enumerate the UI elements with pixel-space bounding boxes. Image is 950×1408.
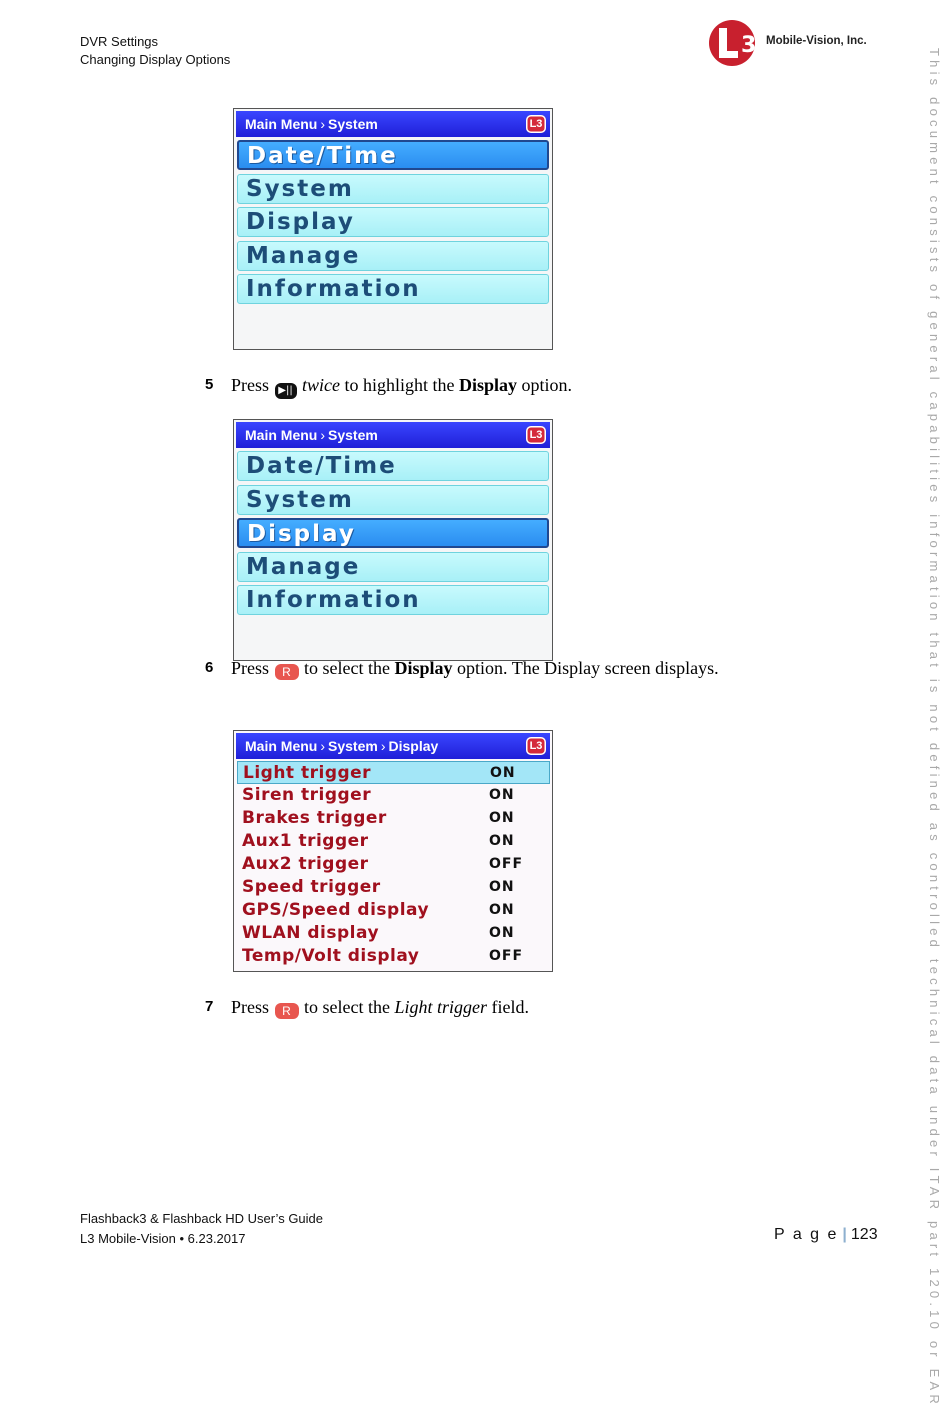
logo-company-name: Mobile-Vision, Inc. [766, 35, 867, 47]
screen-title-bar [236, 733, 550, 759]
menu-item-information[interactable]: Information [237, 274, 549, 304]
screen-title-bar [236, 111, 550, 137]
header-subsection-title: Changing Display Options [80, 52, 231, 67]
setting-value: OFF [489, 856, 524, 872]
breadcrumb-system: System [328, 738, 378, 754]
breadcrumb-main-menu: Main Menu [245, 116, 318, 132]
menu-item-display[interactable]: Display [237, 518, 549, 548]
page-number [774, 1226, 878, 1244]
step-text: Press R to select the Display option. The Display screen displays. [231, 658, 719, 679]
dvr-screen-main-menu-1 [233, 108, 553, 350]
r-button-icon: R [275, 664, 299, 680]
dvr-screen-main-menu-2 [233, 419, 553, 661]
setting-value: ON [489, 925, 515, 941]
setting-label: Temp/Volt display [242, 946, 420, 966]
setting-value: ON [489, 902, 515, 918]
setting-label: Siren trigger [242, 785, 372, 805]
itar-notice: This document consists of general capabilities information that is not defined as controlled technical data under ITAR part 120.10 or EAR [927, 48, 942, 1408]
menu-item-date-time[interactable]: Date/Time [237, 140, 549, 170]
dvr-screen-display-settings [233, 730, 553, 972]
step-number: 5 [205, 376, 214, 393]
menu-item-display[interactable]: Display [237, 207, 549, 237]
setting-value: ON [489, 787, 515, 803]
screen-title-bar [236, 422, 550, 448]
breadcrumb-chevron-icon: › [320, 427, 326, 443]
menu-item-manage[interactable]: Manage [237, 241, 549, 271]
setting-row-gps-speed-display[interactable] [237, 899, 550, 922]
l3-badge-icon: L3 [526, 426, 546, 444]
step-text: Press R to select the Light trigger field. [231, 997, 529, 1018]
page-footer [80, 1209, 323, 1249]
page-divider: | [842, 1226, 847, 1243]
breadcrumb-chevron-icon: › [320, 116, 326, 132]
menu-item-system[interactable]: System [237, 485, 549, 515]
header-section-title: DVR Settings [80, 34, 159, 49]
setting-label: Aux2 trigger [242, 854, 369, 874]
setting-value: ON [489, 810, 515, 826]
setting-value: ON [489, 879, 515, 895]
page-number-value: 123 [850, 1226, 878, 1243]
step-number: 7 [205, 998, 214, 1015]
play-pause-icon: ▶|| [275, 383, 297, 399]
setting-value: ON [490, 765, 516, 781]
setting-label: Speed trigger [242, 877, 381, 897]
step-text: Press ▶|| twice to highlight the Display option. [231, 374, 572, 399]
l3-badge-icon: L3 [526, 115, 546, 133]
menu-item-system[interactable]: System [237, 174, 549, 204]
setting-value: OFF [489, 948, 524, 964]
setting-row-aux1-trigger[interactable] [237, 830, 550, 853]
step-number: 6 [205, 659, 214, 676]
menu-item-manage[interactable]: Manage [237, 552, 549, 582]
setting-row-wlan-display[interactable] [237, 922, 550, 945]
breadcrumb-chevron-icon: › [380, 738, 386, 754]
setting-label: Light trigger [243, 763, 372, 783]
setting-row-brakes-trigger[interactable] [237, 807, 550, 830]
setting-value: ON [489, 833, 515, 849]
breadcrumb-system: System [328, 116, 378, 132]
setting-label: GPS/Speed display [242, 900, 430, 920]
setting-row-speed-trigger[interactable] [237, 876, 550, 899]
setting-label: Aux1 trigger [242, 831, 369, 851]
l3-badge-icon: L3 [526, 737, 546, 755]
breadcrumb-chevron-icon: › [320, 738, 326, 754]
l3-logo [705, 18, 875, 68]
menu-item-information[interactable]: Information [237, 585, 549, 615]
page-header [80, 33, 230, 69]
menu-item-date-time[interactable]: Date/Time [237, 451, 549, 481]
footer-company-date: L3 Mobile-Vision • 6.23.2017 [80, 1231, 246, 1246]
r-button-icon: R [275, 1003, 299, 1019]
footer-guide-title: Flashback3 & Flashback HD User’s Guide [80, 1211, 324, 1226]
breadcrumb-main-menu: Main Menu [245, 427, 318, 443]
setting-label: Brakes trigger [242, 808, 387, 828]
setting-row-temp-volt-display[interactable] [237, 945, 550, 968]
breadcrumb-system: System [328, 427, 378, 443]
l3-logo-icon [705, 18, 765, 68]
breadcrumb-main-menu: Main Menu [245, 738, 318, 754]
setting-label: WLAN display [242, 923, 380, 943]
setting-row-light-trigger[interactable] [237, 761, 550, 784]
setting-row-siren-trigger[interactable] [237, 784, 550, 807]
logo-mark-text: 3 [741, 33, 757, 58]
setting-row-aux2-trigger[interactable] [237, 853, 550, 876]
breadcrumb-display: Display [388, 738, 439, 754]
page-label: P a g e [774, 1226, 839, 1243]
